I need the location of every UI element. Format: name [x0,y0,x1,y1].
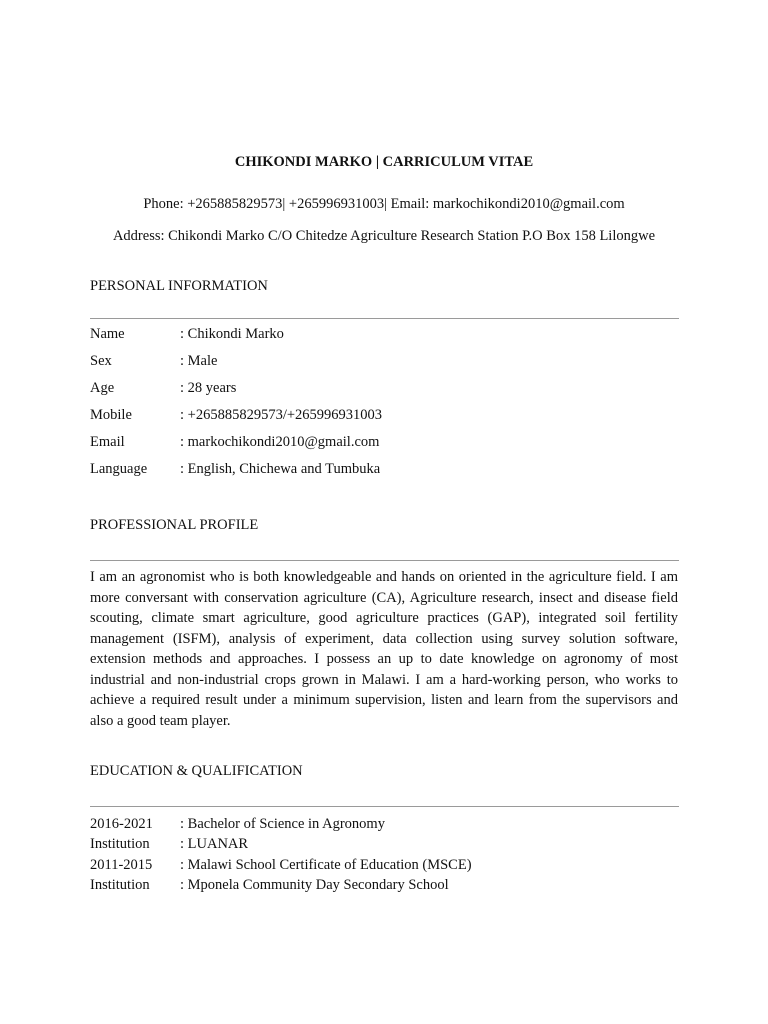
section-heading-professional-profile: PROFESSIONAL PROFILE [90,517,259,533]
info-label: Mobile [90,407,132,423]
personal-info-list [90,325,680,487]
info-value: : Chikondi Marko [180,326,284,342]
info-value: : +265885829573/+265996931003 [180,407,383,423]
personal-info-row-sex [90,352,680,379]
education-list [90,815,680,896]
education-label: Institution [90,876,150,893]
education-label: 2016-2021 [90,816,153,832]
section-divider [90,560,679,561]
document-title: CHIKONDI MARKO | CARRICULUM VITAE [234,154,534,170]
personal-info-row-email [90,433,680,460]
section-divider [90,806,679,807]
education-row [90,815,680,835]
info-value: : Male [180,353,218,369]
info-label: Email [90,434,125,450]
info-label: Age [90,380,115,396]
education-row [90,835,680,855]
info-label: Sex [90,353,112,369]
section-heading-education: EDUCATION & QUALIFICATION [90,763,303,779]
personal-info-row-mobile [90,406,680,433]
professional-profile-paragraph: I am an agronomist who is both knowledgeable and hands on oriented in the agriculture field. I am more conversant with conservation agriculture (CA), Agriculture research, insect and disease field scouting, climate smart agriculture, good agriculture practices (GAP), integrated soil fertility management (ISFM), analysis of experiment, data collection using survey solution software, extension methods and approaches. I possess an up to date knowledge on agronomy of most industrial and non-industrial crops grown in Malawi. I am a hard-working person, who works to achieve a required result under a minimum supervision, listen and learn from the supervisors and also a good team player. [90,569,678,729]
info-label: Language [90,461,148,477]
education-value: : Mponela Community Day Secondary School [180,876,449,893]
section-heading-personal-information: PERSONAL INFORMATION [90,278,268,294]
education-label: Institution [90,836,150,853]
contact-phone-email-line: Phone: +265885829573| +265996931003| Email: markochikondi2010@gmail.com [143,196,625,212]
education-value: : LUANAR [180,836,249,853]
personal-info-row-language [90,460,680,487]
info-label: Name [90,326,125,342]
section-divider [90,318,679,319]
personal-info-row-name [90,325,680,352]
personal-info-row-age [90,379,680,406]
info-value: : English, Chichewa and Tumbuka [180,461,381,477]
education-row [90,876,680,896]
info-value: : 28 years [180,380,237,396]
education-value: : Malawi School Certificate of Education (MSCE) [180,856,472,873]
education-label: 2011-2015 [90,856,153,873]
education-row [90,856,680,876]
contact-address-line: Address: Chikondi Marko C/O Chitedze Agriculture Research Station P.O Box 158 Lilongwe [112,228,656,244]
education-value: : Bachelor of Science in Agronomy [180,816,385,832]
info-value: : markochikondi2010@gmail.com [180,434,380,450]
